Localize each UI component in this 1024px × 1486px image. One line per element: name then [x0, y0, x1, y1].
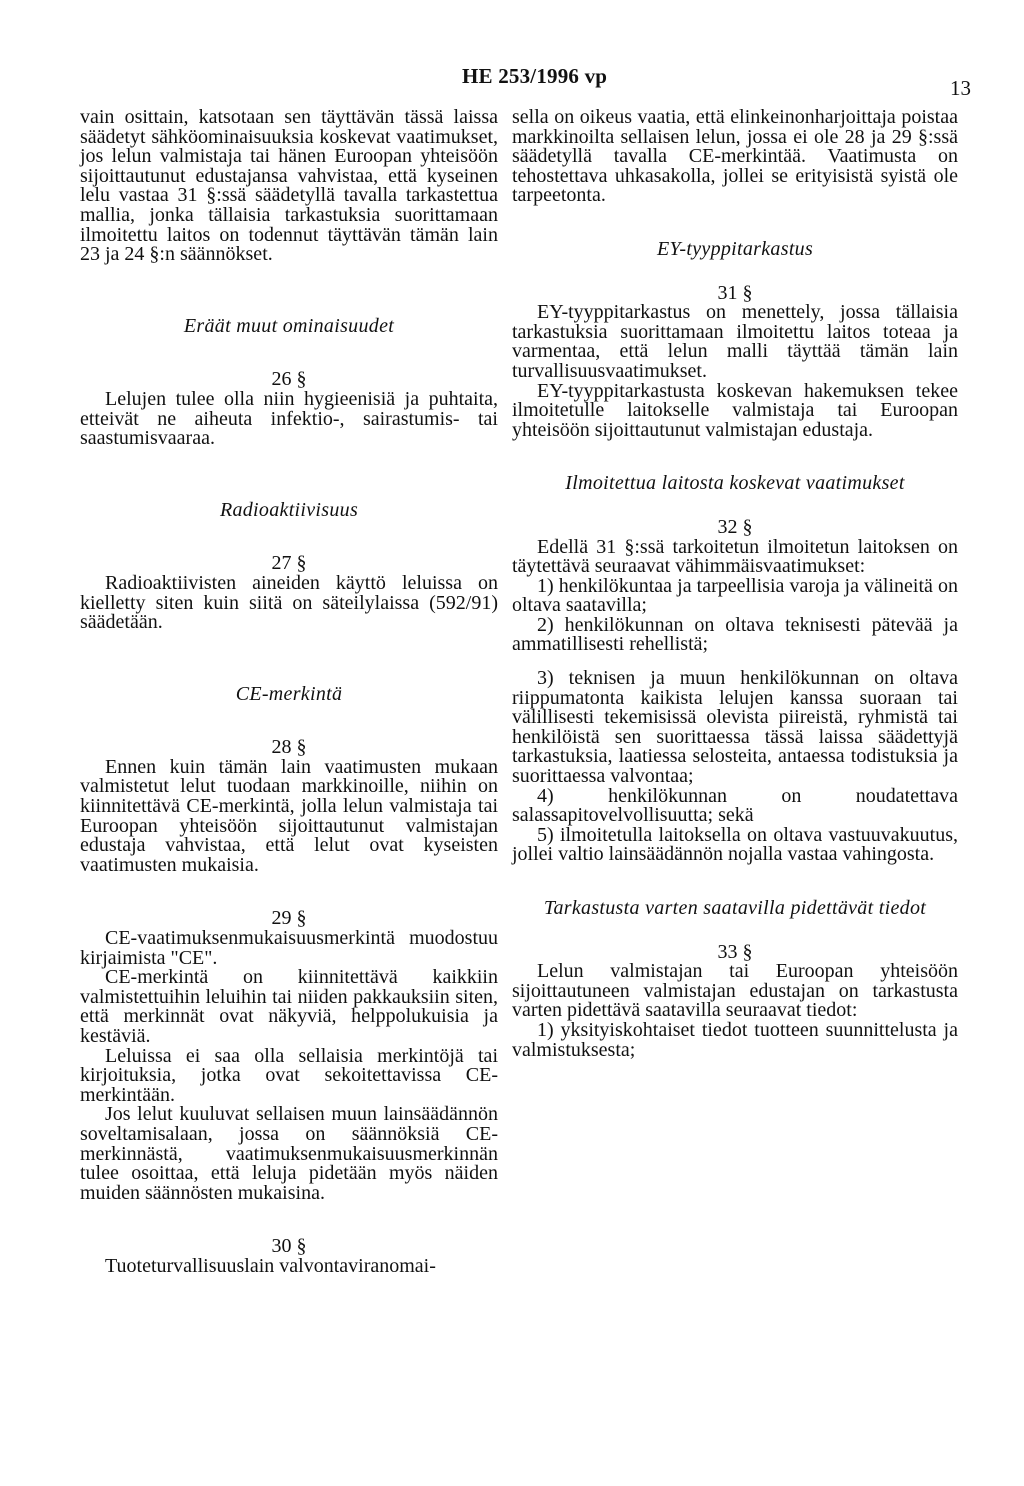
section-26-text: Lelujen tulee olla niin hygieenisiä ja puhtaita, etteivät ne aiheuta infektio-, sairastumis- tai saastumisvaaraa. [80, 387, 498, 450]
section-32-text: Edellä 31 §:ssä tarkoitetun ilmoitetun laitoksen on täytettävä seuraavat vähimmäisvaatimukset: [512, 535, 958, 578]
section-30-text: Tuoteturvallisuuslain valvontaviranomai- [105, 1254, 436, 1277]
section-29-paragraph-3: Leluissa ei saa olla sellaisia merkintöjä tai kirjoituksia, jotka ovat sekoitettavissa CE-merkintään. [80, 1044, 498, 1106]
chapter-heading-information-available: Tarkastusta varten saatavilla pidettävät tiedot [543, 897, 927, 919]
chapter-heading-ec-type-examination: EY-tyyppitarkastus [656, 237, 814, 260]
section-number-27: 27 § [271, 552, 307, 575]
list-item: 3) teknisen ja muun henkilökunnan on oltava riippumatonta kaikista lelujen kanssa suoraan tai välillisesti tekemisissä olevista piireistä, ryhmistä tai henkilöistä sen suorittaessa tässä laissa säädettyjä tarkastuksia, laatiessa selosteita, antaessa todistuksia ja suorittaessa valvontaa; [512, 667, 958, 788]
section-29-paragraph-4: Jos lelut kuuluvat sellaisen muun lainsäädännön soveltamisalaan, jossa on säännöksiä CE-merkinnästä, vaatimuksenmukaisuusmerkinnän tulee osoittaa, että leluja pidetään myös näiden muiden säännösten mukaisina. [80, 1103, 498, 1204]
chapter-heading-ce-marking: CE-merkintä [235, 682, 343, 705]
section-number-28: 28 § [271, 736, 307, 759]
section-31-paragraph-2: EY-tyyppitarkastusta koskevan hakemuksen tekee ilmoitetulle laitokselle valmistaja tai Euroopan yhteisöön sijoittautunut valmistajan edustaja. [512, 379, 958, 441]
section-number-33: 33 § [717, 940, 753, 963]
list-item: 4) henkilökunnan on noudatettava salassapitovelvollisuutta; sekä [512, 784, 958, 827]
page-number: 13 [950, 76, 971, 100]
list-item: 1) yksityiskohtaiset tiedot tuotteen suunnittelusta ja valmistuksesta; [512, 1018, 958, 1061]
running-header: HE 253/1996 vp [462, 64, 608, 88]
section-29-paragraph-1: CE-vaatimuksenmukaisuusmerkintä muodostuu kirjaimista "CE". [80, 927, 498, 969]
paragraph-continued-right: sella on oikeus vaatia, että elinkeinonharjoittaja poistaa markkinoilta sellaisen lelun, jossa ei ole 28 ja 29 §:ssä säädetyllä tavalla CE-merkintää. Vaatimusta on tehostettava uhkasakolla, jollei se erityisistä syistä ole tarpeetonta. [512, 106, 958, 207]
right-column [512, 108, 958, 1060]
section-28-text: Ennen kuin tämän lain vaatimusten mukaan valmistetut lelut tuodaan markkinoille, niihin on kiinnitettävä CE-merkintä, jolla lelun valmistaja tai Euroopan yhteisöön sijoittautunut valmistajan edustaja vahvistaa, että lelut ovat kyseisten vaatimusten mukaisia. [80, 755, 498, 876]
section-number-32: 32 § [717, 515, 753, 538]
section-number-31: 31 § [717, 281, 753, 304]
chapter-heading-other-properties: Eräät muut ominaisuudet [183, 314, 395, 337]
chapter-heading-radioactivity: Radioaktiivisuus [219, 498, 359, 521]
chapter-heading-notified-body-requirements: Ilmoitettua laitosta koskevat vaatimukset [565, 472, 905, 495]
paragraph-continued: vain osittain, katsotaan sen täyttävän tässä laissa säädetyt sähköominaisuuksia koskevat vaatimukset, jos lelun valmistaja tai hänen Euroopan yhteisöön sijoittautunut edustajansa vahvistaa, että kyseinen lelu vastaa 31 §:ssä säädetyllä tavalla tarkastettua mallia, jonka tällaisia tarkastuksia suorittamaan ilmoitettu laitos on todennut täyttävän tämän lain 23 ja 24 §:n säännökset. [80, 106, 498, 266]
section-33-text: Lelun valmistajan tai Euroopan yhteisöön sijoittautuneen valmistajan edustajan on tarkastusta varten pidettävä saatavilla seuraavat tiedot: [512, 960, 958, 1022]
section-number-29: 29 § [271, 907, 307, 930]
list-item: 2) henkilökunnan on oltava teknisesti pätevää ja ammatillisesti rehellistä; [512, 613, 958, 656]
section-27-text: Radioaktiivisten aineiden käyttö leluissa on kielletty siten kuin siitä on säteilylaissa (592/91) säädetään. [80, 571, 498, 634]
left-column [80, 108, 498, 1277]
section-number-30: 30 § [271, 1235, 307, 1258]
list-item: 5) ilmoitetulla laitoksella on oltava vastuuvakuutus, jollei valtio lainsäädännön nojalla vastaa vahingosta. [512, 823, 958, 866]
section-number-26: 26 § [271, 368, 307, 391]
section-31-paragraph-1: EY-tyyppitarkastus on menettely, jossa tällaisia tarkastuksia suorittamaan ilmoitettu laitos toteaa ja varmentaa, että lelun malli täyttää tämän lain turvallisuusvaatimukset. [512, 301, 958, 382]
list-item: 1) henkilökuntaa ja tarpeellisia varoja ja välineitä on oltava saatavilla; [512, 574, 958, 617]
section-29-paragraph-2: CE-merkintä on kiinnitettävä kaikkiin valmistettuihin leluihin tai niiden pakkauksiin siten, että merkinnät ovat näkyviä, helppolukuisia ja kestäviä. [80, 966, 498, 1047]
